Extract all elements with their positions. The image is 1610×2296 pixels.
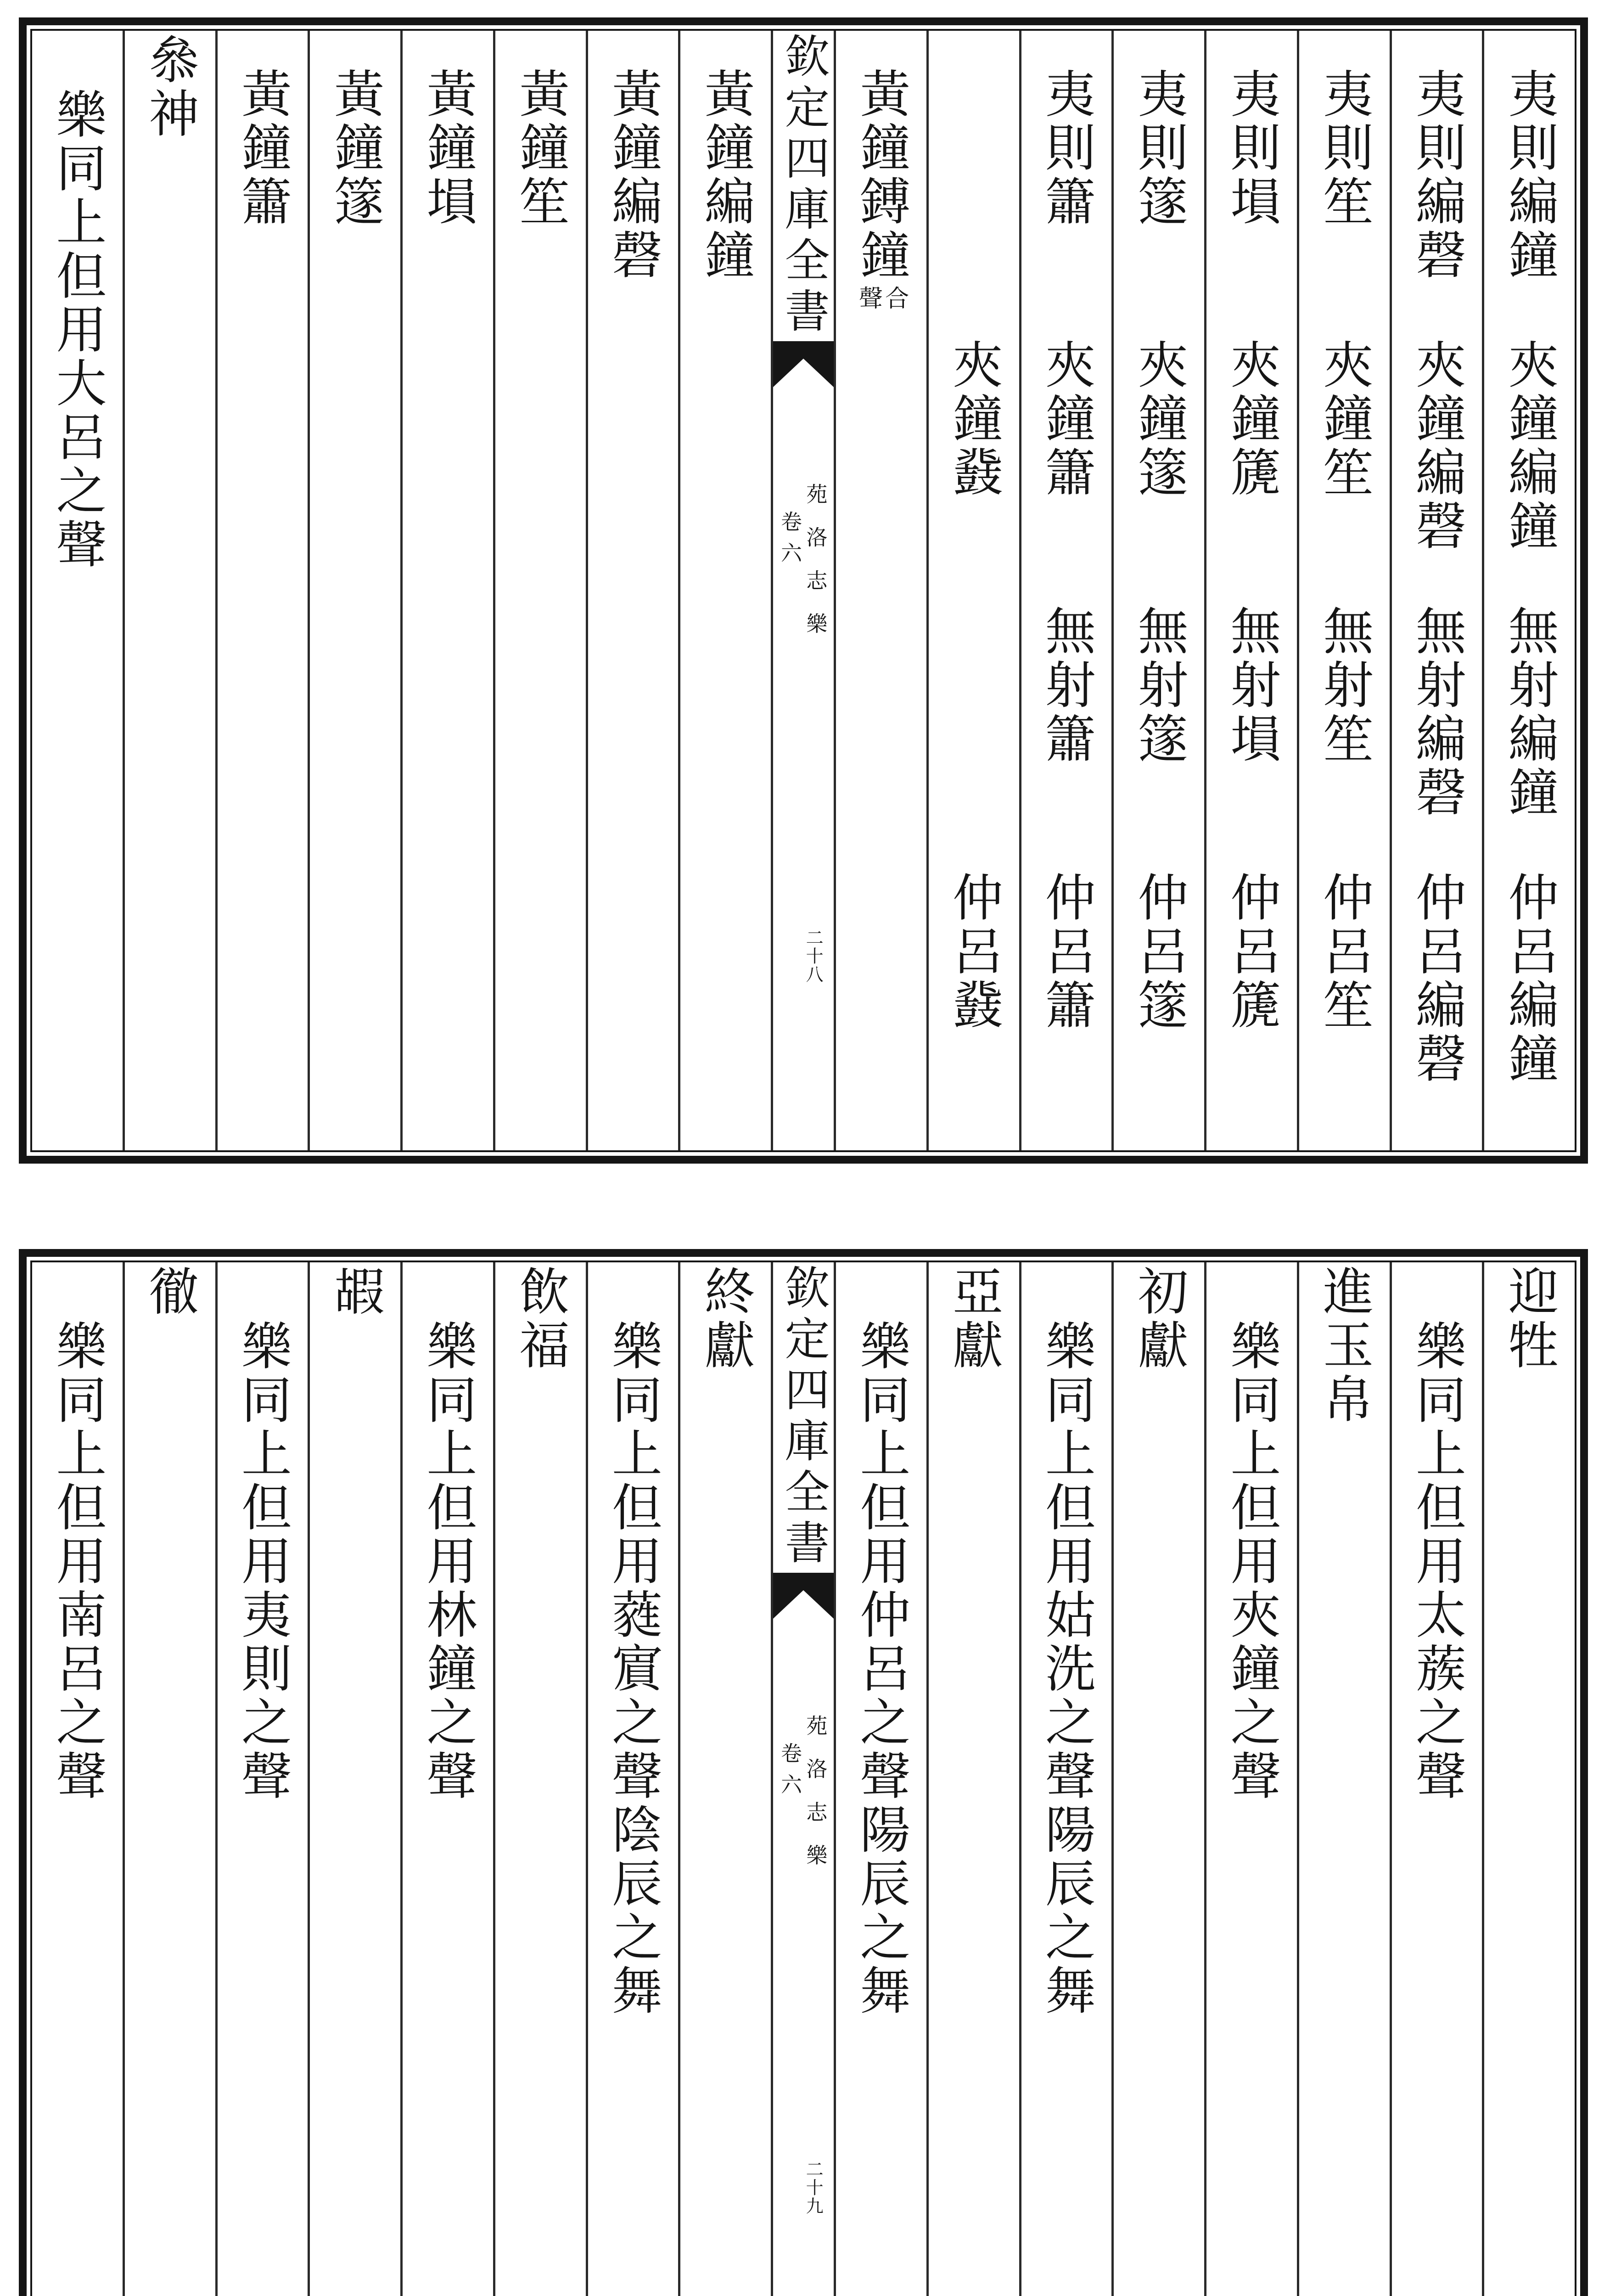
section-heading-column	[493, 1262, 586, 2296]
section-body-column	[586, 1262, 679, 2296]
instrument-column	[1482, 31, 1575, 1150]
instrument-entry: 夾鐘編鐘	[1500, 338, 1559, 553]
instrument-entry: 仲呂編鐘	[1500, 871, 1559, 1086]
instrument-entry: 仲呂鼗	[944, 871, 1004, 1032]
section-body-column	[400, 1262, 493, 2296]
instrument-entry: 夾鐘篴	[1129, 338, 1189, 500]
instrument-entry: 無射簫	[1037, 605, 1096, 766]
section-body-column	[1019, 1262, 1112, 2296]
section-heading-column	[123, 31, 215, 1150]
volume-label: 卷六	[777, 1742, 802, 1805]
instrument-column	[493, 31, 586, 1150]
instrument-entry: 無射篴	[1129, 605, 1189, 766]
section-body-column	[32, 31, 123, 1150]
section-body: 樂同上但用大呂之聲	[48, 88, 107, 572]
instrument-entry: 黃鐘編鐘	[696, 68, 755, 282]
volume-label: 卷六	[777, 511, 802, 573]
instrument-entry: 無射塤	[1222, 605, 1281, 766]
section-heading-column	[1482, 1262, 1575, 2296]
instrument-entry: 夾鐘編磬	[1407, 338, 1466, 553]
section-body: 樂同上但用林鐘之聲	[418, 1320, 477, 1803]
section-body: 樂同上但用仲呂之聲陽辰之舞	[852, 1320, 911, 2018]
instrument-entry: 仲呂笙	[1315, 871, 1374, 1032]
instrument-entry: 夾鐘簫	[1037, 338, 1096, 500]
section-heading: 飲福	[511, 1265, 570, 1373]
instrument-column	[308, 31, 400, 1150]
instrument-entry: 無射編鐘	[1500, 605, 1559, 820]
section-body: 樂同上但用夾鐘之聲	[1222, 1320, 1281, 1803]
instrument-entry: 無射編磬	[1407, 605, 1466, 820]
instrument-entry: 夷則笙	[1315, 68, 1374, 229]
fold-column	[771, 1262, 834, 2296]
section-body: 樂同上但用南呂之聲	[48, 1320, 107, 1803]
section-heading: 亞獻	[944, 1265, 1004, 1373]
instrument-entry: 夷則編磬	[1407, 68, 1466, 282]
instrument-column	[926, 31, 1019, 1150]
section-heading-column	[678, 1262, 771, 2296]
instrument-column	[215, 31, 308, 1150]
instrument-column	[1297, 31, 1390, 1150]
book-title: 欽定四庫全書	[777, 1264, 830, 1570]
instrument-entry: 仲呂篴	[1129, 871, 1189, 1032]
section-heading: 徹	[140, 1265, 200, 1319]
section-body-column	[834, 1262, 926, 2296]
instrument-column	[678, 31, 771, 1150]
instrument-column	[400, 31, 493, 1150]
instrument-entry: 黃鐘塤	[418, 68, 477, 229]
upper-leaf	[19, 17, 1588, 1164]
interlinear-note: 合聲	[854, 286, 909, 310]
lower-leaf-text-block	[30, 1261, 1576, 2296]
leaf-number: 二十八	[803, 929, 824, 984]
fishtail-mark	[773, 1573, 834, 1619]
instrument-entry: 夷則簫	[1037, 68, 1096, 229]
instrument-entry: 夾鐘笙	[1315, 338, 1374, 500]
section-heading-column	[1111, 1262, 1204, 2296]
section-heading-column	[308, 1262, 400, 2296]
leaf-number: 二十九	[803, 2160, 824, 2215]
section-heading: 嘏	[325, 1265, 385, 1319]
fishtail-mark	[773, 341, 834, 387]
instrument-entry: 夷則編鐘	[1500, 68, 1559, 282]
instrument-column	[586, 31, 679, 1150]
section-body-column	[215, 1262, 308, 2296]
work-title: 苑洛志樂	[803, 1715, 828, 1887]
instrument-entry: 黃鐘鎛鐘	[852, 68, 911, 282]
book-title: 欽定四庫全書	[777, 33, 830, 338]
instrument-entry: 無射笙	[1315, 605, 1374, 766]
fold-column	[771, 31, 834, 1150]
section-body-column	[1390, 1262, 1482, 2296]
instrument-entry: 夾鐘篪	[1222, 338, 1281, 500]
section-heading: 叅神	[140, 34, 200, 141]
instrument-column	[1390, 31, 1482, 1150]
section-heading: 迎牲	[1500, 1265, 1559, 1373]
instrument-entry: 仲呂篪	[1222, 871, 1281, 1032]
instrument-entry: 夷則篴	[1129, 68, 1189, 229]
section-body-column	[1204, 1262, 1297, 2296]
instrument-column	[1019, 31, 1112, 1150]
section-body: 樂同上但用蕤賔之聲陰辰之舞	[603, 1320, 662, 2018]
work-title: 苑洛志樂	[803, 483, 828, 656]
section-heading: 初獻	[1129, 1265, 1189, 1373]
section-heading-column	[926, 1262, 1019, 2296]
instrument-entry: 黃鐘簫	[233, 68, 292, 229]
instrument-entry: 仲呂編磬	[1407, 871, 1466, 1086]
instrument-entry: 黃鐘篴	[325, 68, 385, 229]
instrument-column	[1111, 31, 1204, 1150]
section-body: 樂同上但用姑洗之聲陽辰之舞	[1037, 1320, 1096, 2018]
instrument-entry: 黃鐘笙	[511, 68, 570, 229]
instrument-column	[1204, 31, 1297, 1150]
upper-leaf-text-block	[30, 29, 1576, 1152]
instrument-column	[834, 31, 926, 1150]
instrument-entry: 夷則塤	[1222, 68, 1281, 229]
section-body-column	[32, 1262, 123, 2296]
section-body: 樂同上但用夷則之聲	[233, 1320, 292, 1803]
instrument-entry: 仲呂簫	[1037, 871, 1096, 1032]
lower-leaf	[19, 1249, 1588, 2296]
instrument-entry: 夾鐘鼗	[944, 338, 1004, 500]
section-body: 樂同上但用太蔟之聲	[1407, 1320, 1466, 1803]
section-heading: 終獻	[696, 1265, 755, 1373]
instrument-entry: 黃鐘編磬	[603, 68, 662, 282]
section-heading-column	[1297, 1262, 1390, 2296]
section-heading: 進玉帛	[1315, 1265, 1374, 1426]
section-heading-column	[123, 1262, 215, 2296]
